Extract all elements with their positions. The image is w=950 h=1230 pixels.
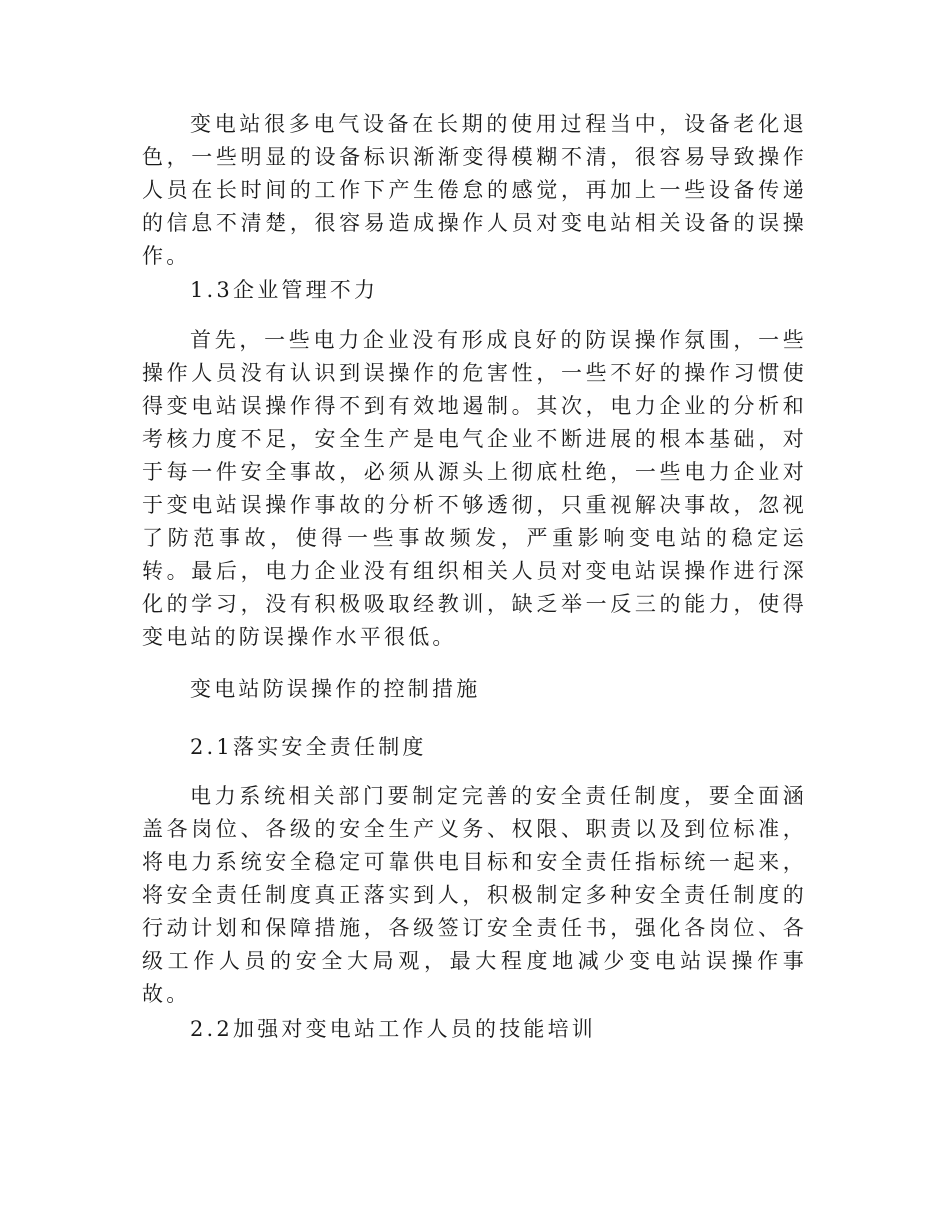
paragraph-management-issues: 首先，一些电力企业没有形成良好的防误操作氛围，一些操作人员没有认识到误操作的危害性，一些不好的操作习惯使得变电站误操作得不到有效地遏制。其次，电力企业的分析和考核力度不足，安全生产是电气企业不断进展的根本基础，对于每一件安全事故，必须从源头上彻底杜绝，一些电力企业对于变电站误操作事故的分析不够透彻，只重视解决事故，忽视了防范事故，使得一些事故频发，严重影响变电站的稳定运转。最后，电力企业没有组织相关人员对变电站误操作进行深化的学习，没有积极吸取经教训，缺乏举一反三的能力，使得变电站的防误操作水平很低。 [142,328,807,649]
section-heading-2-2: 2.2加强对变电站工作人员的技能培训 [190,1017,596,1041]
section-heading-2-1: 2.1落实安全责任制度 [190,735,427,759]
paragraph-safety-responsibility: 电力系统相关部门要制定完善的安全责任制度，要全面涵盖各岗位、各级的安全生产义务、权限、职责以及到位标准，将电力系统安全稳定可靠供电目标和安全责任指标统一起来，将安全责任制度真正落实到人，积极制定多种安全责任制度的行动计划和保障措施，各级签订安全责任书，强化各岗位、各级工作人员的安全大局观，最大程度地减少变电站误操作事故。 [142,784,807,1006]
section-heading-control-measures: 变电站防误操作的控制措施 [190,677,481,701]
section-heading-1-3: 1.3企业管理不力 [190,278,379,302]
paragraph-equipment-aging: 变电站很多电气设备在长期的使用过程当中，设备老化退色，一些明显的设备标识渐渐变得模糊不清，很容易导致操作人员在长时间的工作下产生倦怠的感觉，再加上一些设备传递的信息不清楚，很容易造成操作人员对变电站相关设备的误操作。 [142,112,807,268]
